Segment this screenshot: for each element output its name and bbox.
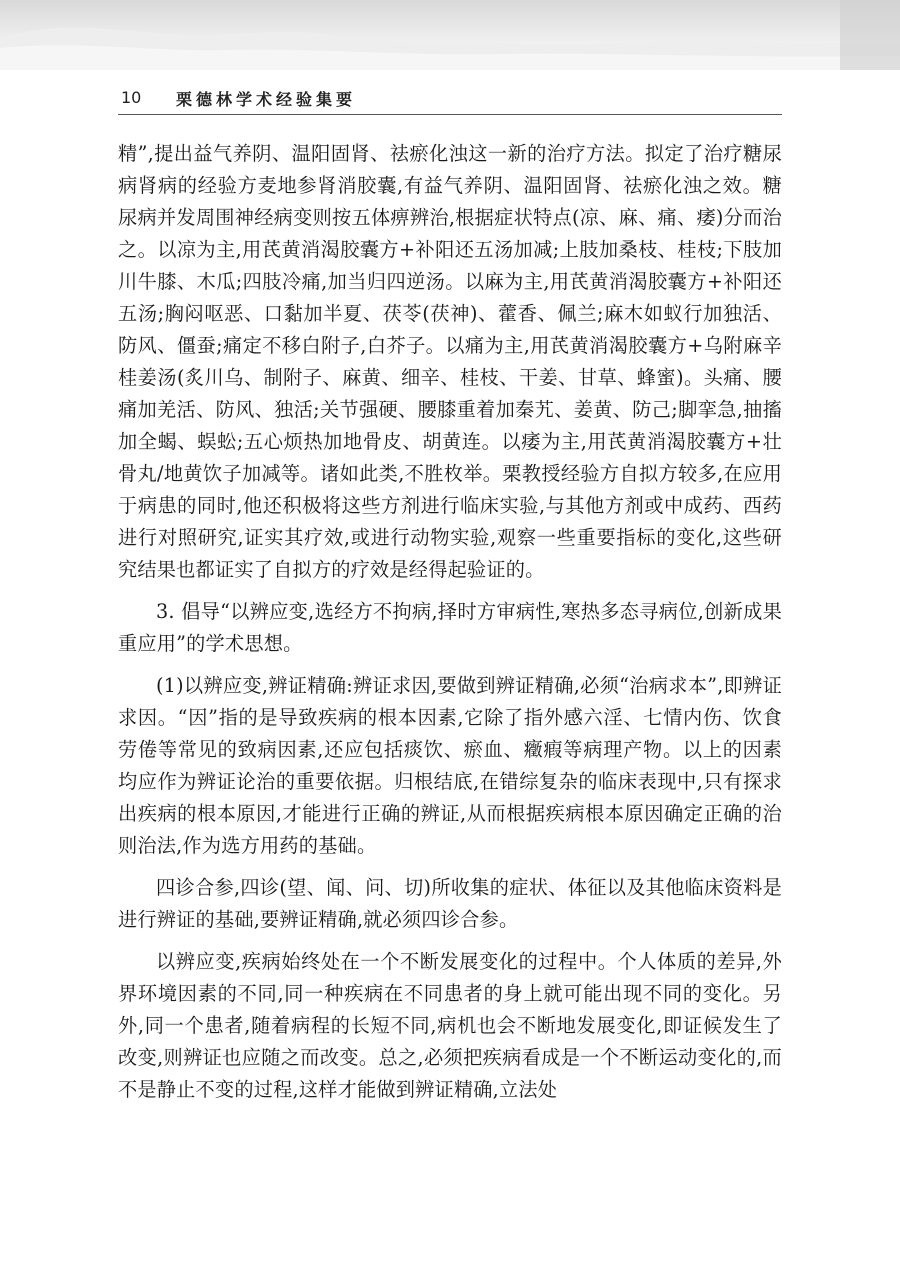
paragraph-continued: 精”,提出益气养阴、温阳固肾、祛瘀化浊这一新的治疗方法。拟定了治疗糖尿病肾病的经验方麦地参肾消胶囊,有益气养阴、温阳固肾、祛瘀化浊之效。糖尿病并发周围神经病变则按五体痹辨治,根据症状特点(凉、麻、痛、痿)分而治之。以凉为主,用芪黄消渴胶囊方+补阳还五汤加减;上肢加桑枝、桂枝;下肢加川牛膝、木瓜;四肢冷痛,加当归四逆汤。以麻为主,用芪黄消渴胶囊方+补阳还五汤;胸闷呕恶、口黏加半夏、茯苓(茯神)、藿香、佩兰;麻木如蚁行加独活、防风、僵蚕;痛定不移白附子,白芥子。以痛为主,用芪黄消渴胶囊方+乌附麻辛桂姜汤(炙川乌、制附子、麻黄、细辛、桂枝、干姜、甘草、蜂蜜)。头痛、腰痛加羌活、防风、独活;关节强硬、腰膝重着加秦艽、姜黄、防己;脚挛急,抽搐加全蝎、蜈蚣;五心烦热加地骨皮、胡黄连。以痿为主,用芪黄消渴胶囊方+壮骨丸/地黄饮子加减等。诸如此类,不胜枚举。栗教授经验方自拟方较多,在应用于病患的同时,他还积极将这些方剂进行临床实验,与其他方剂或中成药、西药进行对照研究,证实其疗效,或进行动物实验,观察一些重要指标的变化,这些研究结果也都证实了自拟方的疗效是经得起验证的。	[118, 142, 782, 581]
running-header	[118, 84, 782, 115]
header-banner-image	[0, 0, 900, 70]
paragraph-four-diagnoses: 四诊合参,四诊(望、闻、问、切)所收集的症状、体征以及其他临床资料是进行辨证的基础,要辨证精确,就必须四诊合参。	[118, 876, 782, 931]
body-text	[118, 138, 782, 1106]
book-title: 栗德林学术经验集要	[176, 90, 357, 109]
paragraph-adapt-to-change: 以辨应变,疾病始终处在一个不断发展变化的过程中。个人体质的差异,外界环境因素的不同,同一种疾病在不同患者的身上就可能出现不同的变化。另外,同一个患者,随着病程的长短不同,病机也会不断地发展变化,即证候发生了改变,则辨证也应随之而改变。总之,必须把疾病看成是一个不断运动变化的,而不是静止不变的过程,这样才能做到辨证精确,立法处	[118, 950, 782, 1101]
paragraph-subsection-1: (1)以辨应变,辨证精确:辨证求因,要做到辨证精确,必须“治病求本”,即辨证求因。“因”指的是导致疾病的根本因素,它除了指外感六淫、七情内伤、饮食劳倦等常见的致病因素,还应包括痰饮、瘀血、癥瘕等病理产物。以上的因素均应作为辨证论治的重要依据。归根结底,在错综复杂的临床表现中,只有探求出疾病的根本原因,才能进行正确的辨证,从而根据疾病根本原因确定正确的治则治法,作为选方用药的基础。	[118, 674, 782, 857]
page-number: 10	[121, 88, 142, 107]
paragraph-heading-3: 3. 倡导“以辨应变,选经方不拘病,择时方审病性,寒热多态寻病位,创新成果重应用”的学术思想。	[118, 600, 782, 655]
